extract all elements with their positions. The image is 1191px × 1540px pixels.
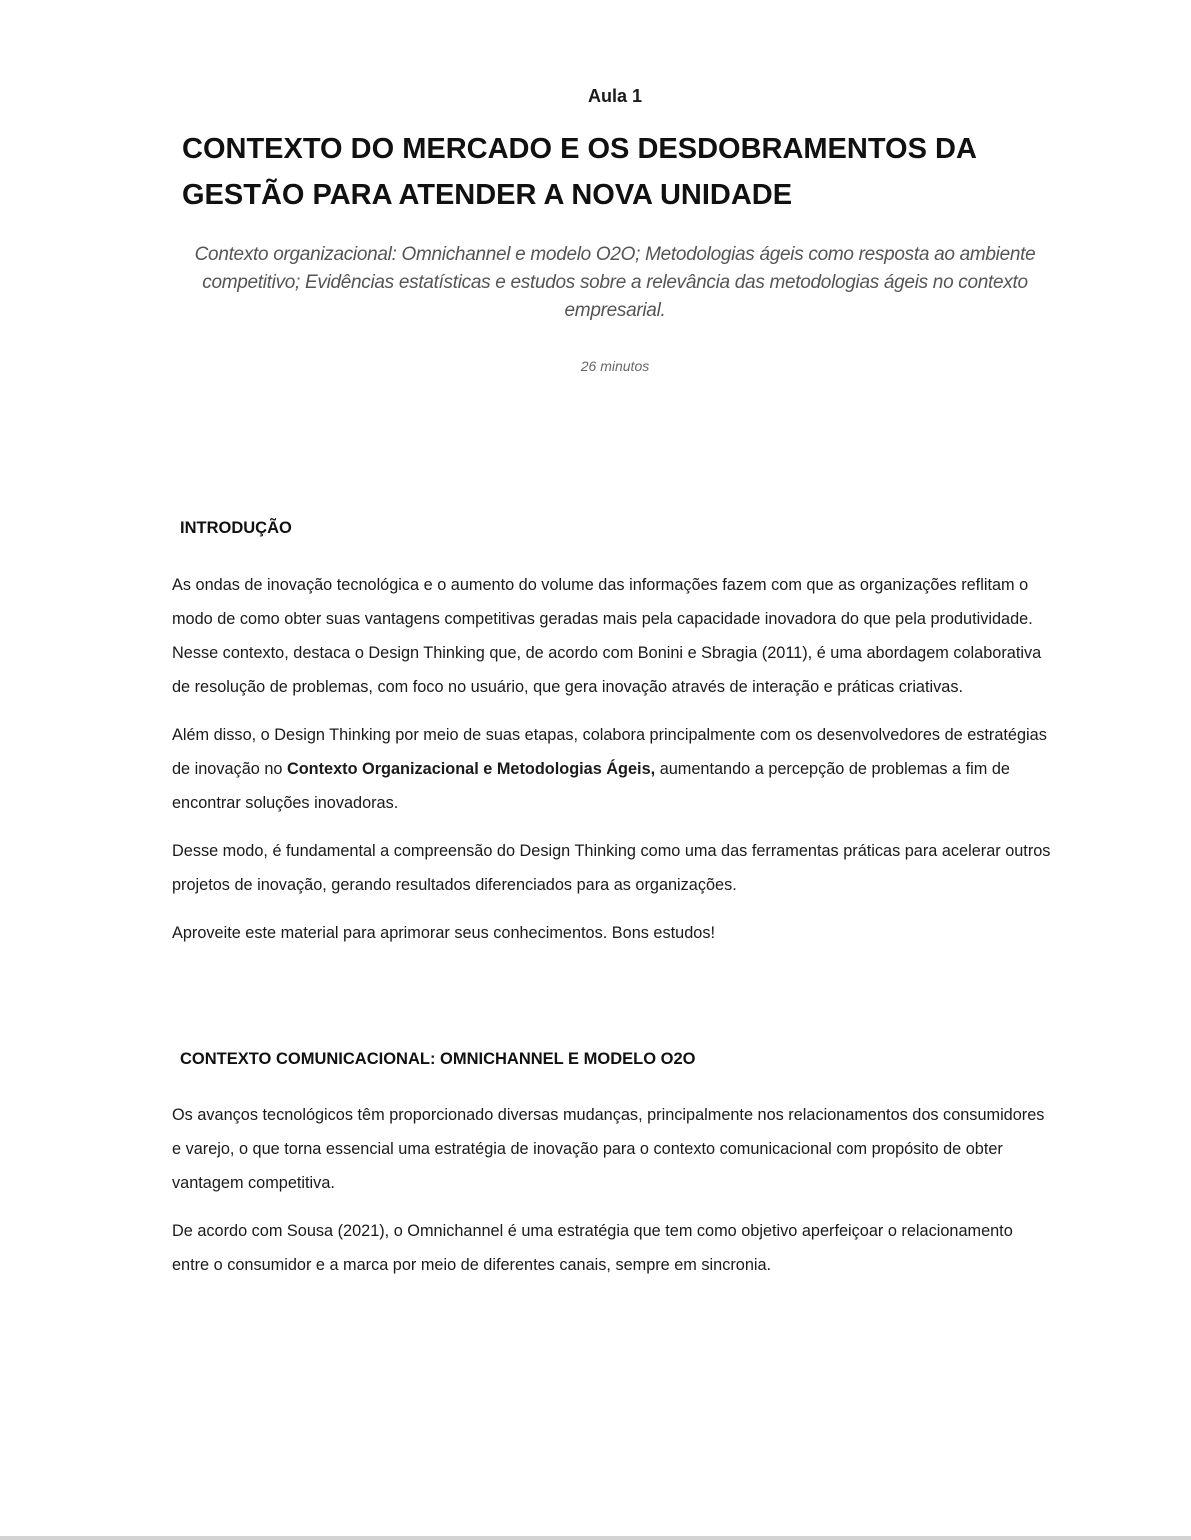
paragraph: Aproveite este material para aprimorar seus conhecimentos. Bons estudos! xyxy=(172,924,715,942)
lesson-subtitle: Contexto organizacional: Omnichannel e modelo O2O; Metodologias ágeis como resposta ao ambiente competitivo; Evidências estatísticas e estudos sobre a relevância das metodologias ágeis no contexto empresarial. xyxy=(194,244,1036,321)
section-heading-omnichannel: CONTEXTO COMUNICACIONAL: OMNICHANNEL E MODELO O2O xyxy=(180,1050,696,1068)
paragraph: Desse modo, é fundamental a compreensão do Design Thinking como uma das ferramentas práticas para acelerar outros projetos de inovação, gerando resultados diferenciados para as organizações. xyxy=(172,842,1051,894)
paragraph-bold-text: Contexto Organizacional e Metodologias Ágeis, xyxy=(286,760,656,778)
paragraph: Os avanços tecnológicos têm proporcionado diversas mudanças, principalmente nos relacionamentos dos consumidores e varejo, o que torna essencial uma estratégia de inovação para o contexto comunicacional com propósito de obter vantagem competitiva. xyxy=(172,1106,1045,1192)
paragraph xyxy=(172,718,1052,820)
paragraph-text: aumentando a percepção de problemas a fim de encontrar soluções inovadoras. xyxy=(172,760,1010,812)
page-title: CONTEXTO DO MERCADO E OS DESDOBRAMENTOS DA GESTÃO PARA ATENDER A NOVA UNIDADE xyxy=(182,133,976,211)
paragraph: De acordo com Sousa (2021), o Omnichannel é uma estratégia que tem como objetivo aperfeiçoar o relacionamento entre o consumidor e a marca por meio de diferentes canais, sempre em sincronia. xyxy=(172,1222,1013,1274)
paragraph: As ondas de inovação tecnológica e o aumento do volume das informações fazem com que as organizações reflitam o modo de como obter suas vantagens competitivas geradas mais pela capacidade inovadora do que pela produtividade. Nesse contexto, destaca o Design Thinking que, de acordo com Bonini e Sbragia (2011), é uma abordagem colaborativa de resolução de problemas, com foco no usuário, que gera inovação através de interação e práticas criativas. xyxy=(172,576,1042,696)
horizontal-scrollbar[interactable] xyxy=(0,1536,1191,1540)
section-heading-introducao: INTRODUÇÃO xyxy=(180,519,292,537)
section-introducao xyxy=(172,568,1052,964)
lesson-duration: 26 minutos xyxy=(580,358,650,374)
lesson-label: Aula 1 xyxy=(587,86,643,106)
paragraph-text: Além disso, o Design Thinking por meio de suas etapas, colabora principalmente com os desenvolvedores de estratégias de inovação no xyxy=(172,726,1047,778)
section-omnichannel xyxy=(172,1098,1052,1296)
